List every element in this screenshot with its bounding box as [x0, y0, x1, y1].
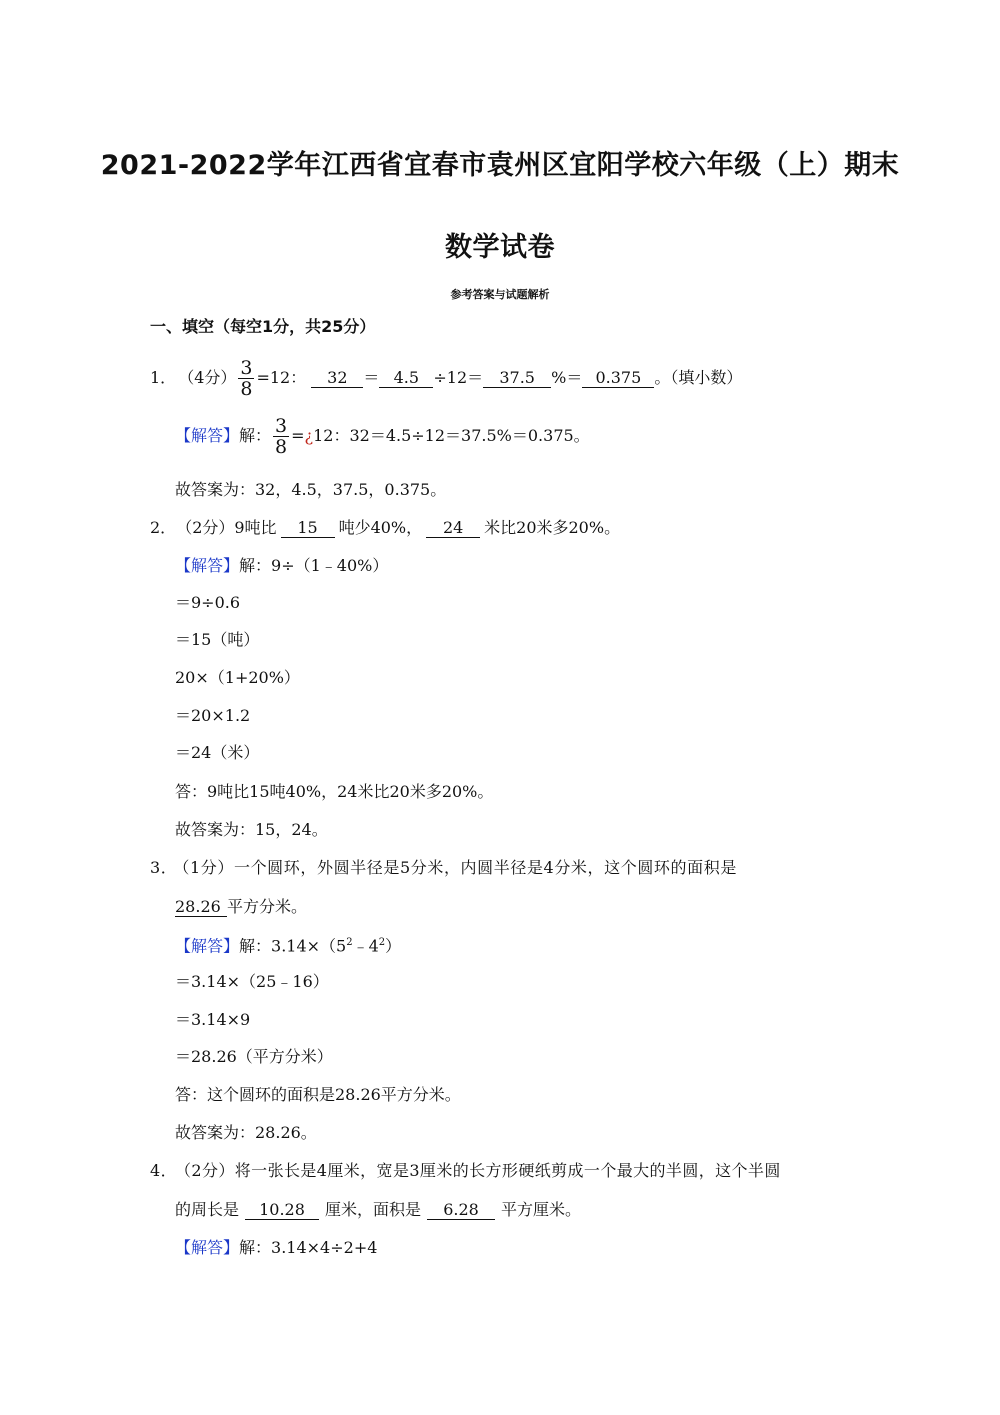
question-text: 厘米，面积是: [325, 1200, 422, 1219]
answer-blank: 15: [281, 519, 335, 538]
solution-3-step-2: ＝3.14×（25﹣16）: [175, 972, 329, 991]
solution-2-step-3: ＝15（吨）: [175, 630, 260, 649]
answer-blank: 0.375: [582, 369, 654, 388]
question-number: 4．: [150, 1161, 177, 1180]
answer-blank: 28.26: [175, 898, 227, 917]
document-subtitle: 参考答案与试题解析: [450, 288, 550, 301]
fraction-denominator: 8: [240, 378, 253, 400]
question-4-continued: [175, 1199, 581, 1221]
equation-text: 。（填小数）: [654, 368, 743, 387]
unrendered-glyph: ¿: [304, 426, 314, 445]
question-text: 的周长是: [175, 1200, 240, 1219]
solution-3-step-1: [175, 932, 401, 957]
answer-blank: 37.5: [483, 369, 551, 388]
solution-text: 解：3.14×4÷2+4: [239, 1238, 378, 1257]
question-text: 平方厘米。: [501, 1200, 582, 1219]
solution-tag: 【解答】: [175, 556, 240, 575]
fraction: [238, 358, 254, 399]
equation-text: ÷12＝: [433, 368, 484, 387]
answer-blank: 6.28: [427, 1201, 495, 1220]
equation-text: ＝: [363, 368, 380, 387]
document-title-line1: 2021-2022学年江西省宜春市袁州区宜阳学校六年级（上）期末: [100, 150, 900, 181]
solution-text: 解：: [239, 426, 272, 445]
solution-3-answer: 答：这个圆环的面积是28.26平方分米。: [175, 1085, 461, 1104]
solution-3-step-4: ＝28.26（平方分米）: [175, 1047, 333, 1066]
solution-text: ）: [385, 936, 402, 956]
answer-blank: 10.28: [245, 1201, 319, 1220]
solution-tag: 【解答】: [175, 426, 240, 445]
fraction-numerator: 3: [275, 415, 288, 437]
answer-blank: 32: [311, 369, 363, 388]
solution-2-step-1: [175, 555, 388, 577]
fraction-denominator: 8: [275, 436, 288, 458]
answer-blank: 24: [426, 519, 480, 538]
answer-blank: 4.5: [379, 369, 433, 388]
question-text: （1分）一个圆环，外圆半径是5分米，内圆半径是4分米，这个圆环的面积是: [181, 858, 737, 877]
solution-2-step-4: 20×（1+20%）: [175, 668, 300, 687]
question-2: [150, 517, 620, 539]
solution-text: 解：9÷（1﹣40%）: [239, 556, 389, 575]
question-text: 平方分米。: [227, 897, 308, 916]
question-score: （4分）: [186, 368, 237, 387]
question-number: 1．: [150, 368, 177, 387]
solution-text: 解：3.14×（5: [239, 936, 347, 956]
question-text: （2分）9吨比: [184, 518, 277, 537]
solution-text: 12：32＝4.5÷12＝37.5%＝0.375。: [313, 426, 590, 445]
question-number: 2．: [150, 518, 177, 537]
solution-text: ﹣4: [352, 936, 379, 956]
solution-2-answer: 答：9吨比15吨40%，24米比20米多20%。: [175, 782, 494, 801]
final-answer-2: 故答案为：15，24。: [175, 820, 328, 839]
solution-tag: 【解答】: [175, 936, 240, 956]
solution-3-step-3: ＝3.14×9: [175, 1010, 251, 1029]
exponent: 2: [346, 937, 353, 948]
solution-text: =: [291, 426, 305, 445]
solution-2-step-2: ＝9÷0.6: [175, 593, 241, 612]
section-heading: 一、填空（每空1分，共25分）: [150, 317, 376, 336]
equation-text: =12：: [256, 368, 307, 387]
final-answer-1: 故答案为：32，4.5，37.5，0.375。: [175, 480, 447, 499]
question-1: [150, 358, 742, 399]
final-answer-3: 故答案为：28.26。: [175, 1123, 317, 1142]
question-3-continued: [175, 896, 307, 918]
solution-2-step-6: ＝24（米）: [175, 743, 260, 762]
question-text: 吨少40%，: [338, 518, 423, 537]
fraction-numerator: 3: [240, 357, 253, 379]
solution-tag: 【解答】: [175, 1238, 240, 1257]
question-number: 3．: [150, 858, 178, 877]
solution-4-step-1: [175, 1237, 377, 1259]
document-title-line2: 数学试卷: [445, 232, 555, 263]
question-text: 米比20米多20%。: [484, 518, 621, 537]
question-4: [150, 1160, 781, 1182]
question-3: [150, 857, 737, 879]
fraction: [273, 416, 289, 457]
exponent: 2: [378, 937, 386, 948]
solution-1: [175, 416, 590, 457]
question-text: （2分）将一张长是4厘米，宽是3厘米的长方形硬纸剪成一个最大的半圆，这个半圆: [182, 1161, 781, 1180]
solution-2-step-5: ＝20×1.2: [175, 706, 251, 725]
equation-text: %＝: [551, 368, 583, 387]
